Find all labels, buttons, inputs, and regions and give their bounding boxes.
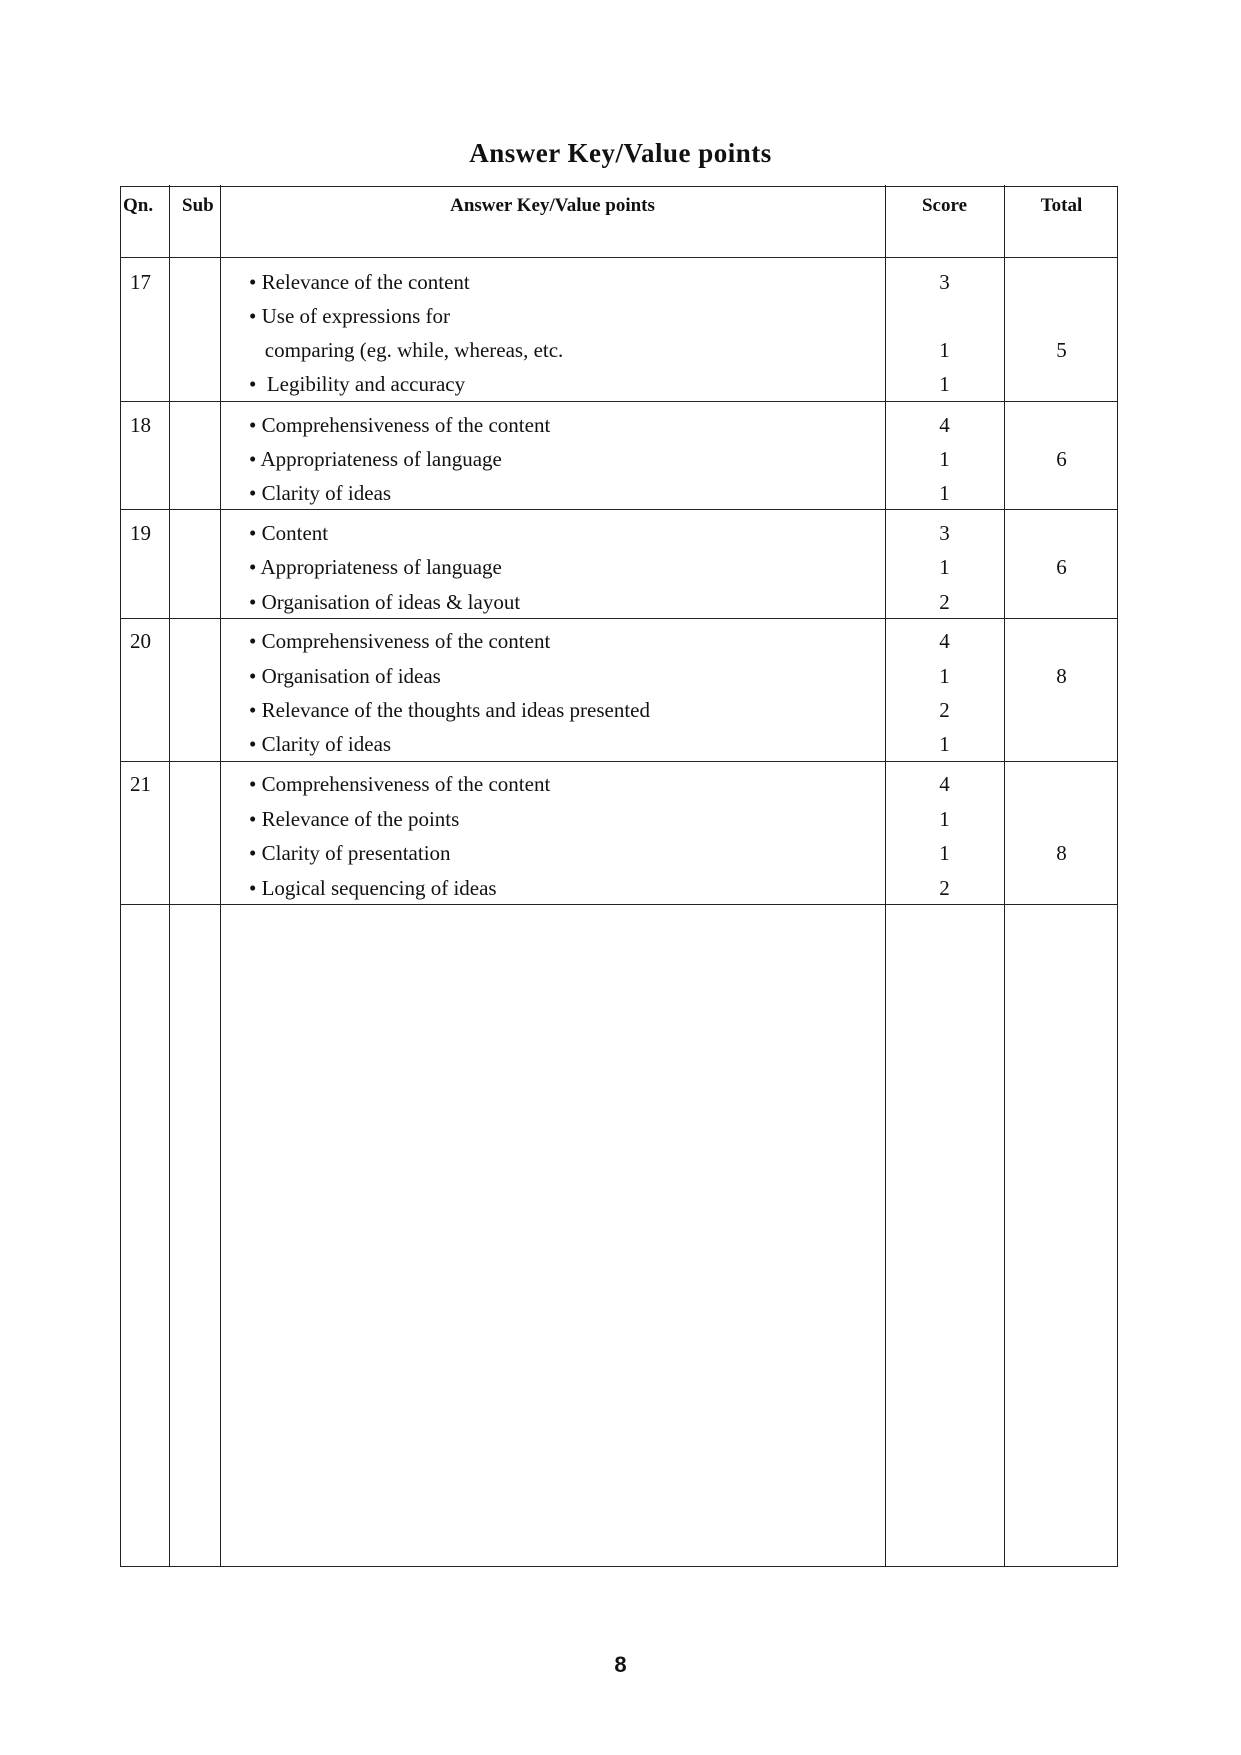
point-score: 3 [939,270,950,294]
point-score: 4 [939,413,950,437]
question-number: 19 [130,521,151,545]
question-total: 8 [1056,841,1067,865]
question-number: 21 [130,772,151,796]
row-divider [120,257,1118,258]
value-point: • Relevance of the content [249,270,470,294]
point-score: 2 [939,876,950,900]
value-point: • Logical sequencing of ideas [249,876,497,900]
question-number: 20 [130,629,151,653]
column-divider [220,185,221,1567]
value-point: comparing (eg. while, whereas, etc. [249,338,564,362]
question-total: 6 [1056,447,1067,471]
value-point: • Legibility and accuracy [249,372,466,396]
value-point: • Clarity of ideas [249,732,392,756]
column-divider [169,185,170,1567]
point-score: 2 [939,590,950,614]
value-point: • Organisation of ideas & layout [249,590,521,614]
value-point: • Appropriateness of language [249,555,502,579]
point-score: 3 [939,521,950,545]
header-sub: Sub [182,195,214,216]
question-number: 18 [130,413,151,437]
question-number: 17 [130,270,151,294]
point-score: 1 [939,841,950,865]
page-title: Answer Key/Value points [469,138,772,168]
value-point: • Comprehensiveness of the content [249,629,551,653]
page-number: 8 [614,1652,627,1677]
value-point: • Relevance of the thoughts and ideas presented [249,698,650,722]
point-score: 1 [939,555,950,579]
value-point: • Relevance of the points [249,807,460,831]
row-divider [120,509,1118,510]
point-score: 4 [939,772,950,796]
question-total: 5 [1056,338,1067,362]
row-divider [120,761,1118,762]
point-score: 1 [939,338,950,362]
point-score: 1 [939,732,950,756]
question-total: 8 [1056,664,1067,688]
row-divider [120,904,1118,905]
row-divider [120,401,1118,402]
value-point: • Organisation of ideas [249,664,441,688]
value-point: • Content [249,521,329,545]
point-score: 1 [939,807,950,831]
header-score: Score [921,195,968,216]
value-point: • Appropriateness of language [249,447,502,471]
value-point: • Use of expressions for [249,304,450,328]
answer-key-table [120,186,1118,1567]
point-score: 1 [939,372,950,396]
point-score: 1 [939,447,950,471]
value-point: • Comprehensiveness of the content [249,772,551,796]
row-divider [120,618,1118,619]
header-qn: Qn. [123,195,154,216]
header-total: Total [1040,195,1083,216]
header-answer-key: Answer Key/Value points [450,195,655,216]
point-score: 1 [939,481,950,505]
question-total: 6 [1056,555,1067,579]
value-point: • Clarity of ideas [249,481,392,505]
point-score: 4 [939,629,950,653]
value-point: • Clarity of presentation [249,841,451,865]
value-point: • Comprehensiveness of the content [249,413,551,437]
column-divider [1004,185,1005,1567]
point-score: 1 [939,664,950,688]
point-score: 2 [939,698,950,722]
